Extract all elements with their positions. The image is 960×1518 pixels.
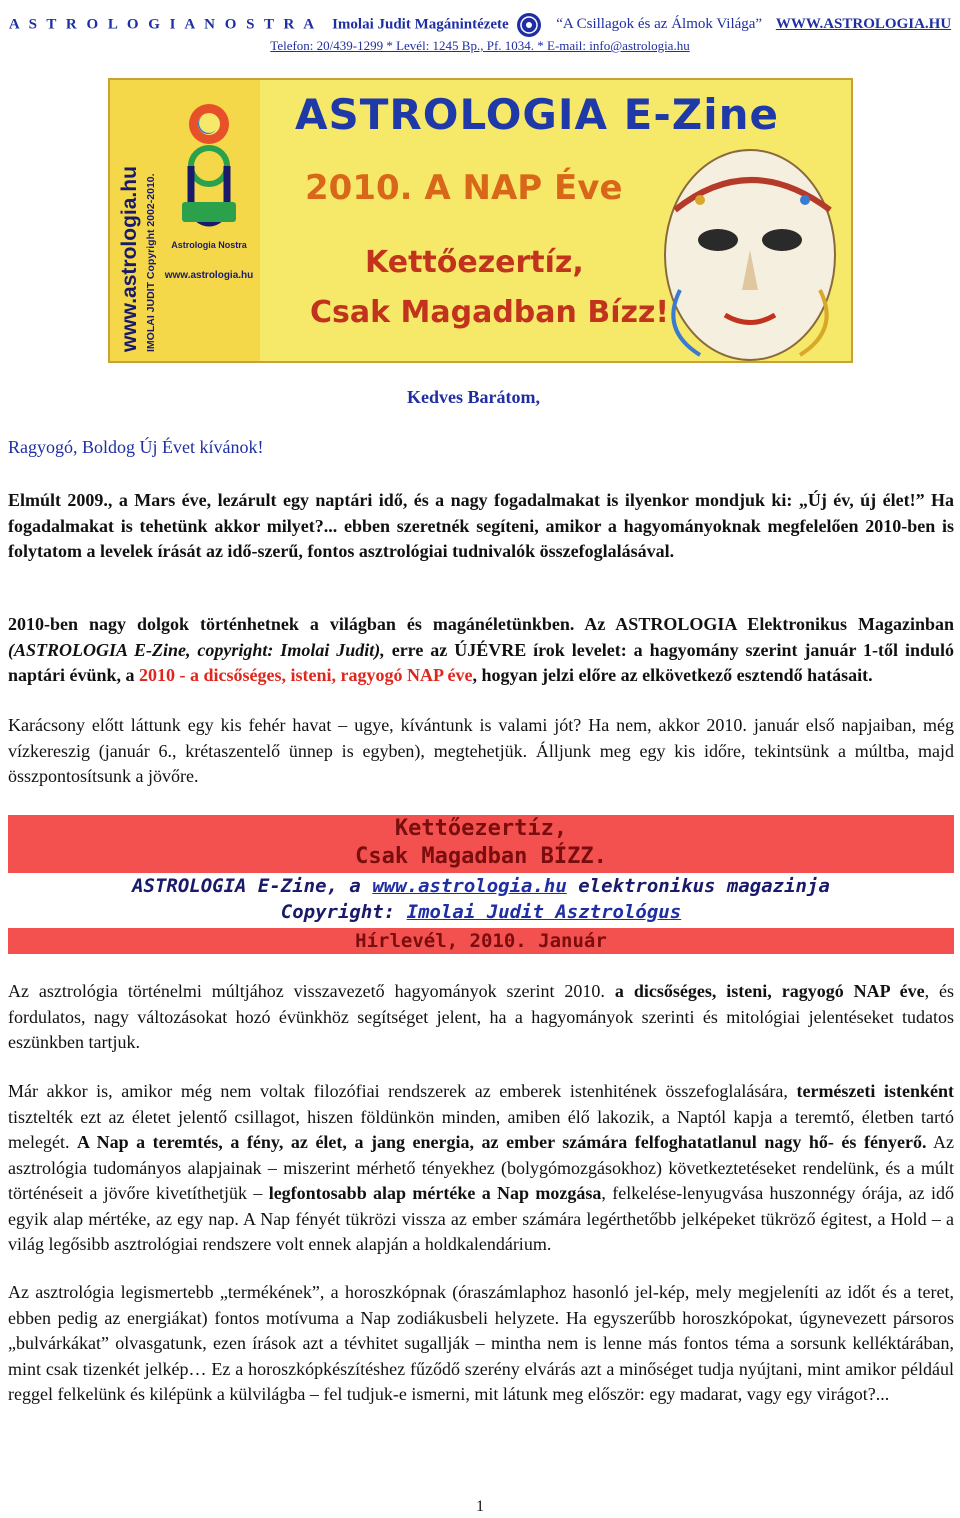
website-link[interactable]: WWW.ASTROLOGIA.HU: [775, 16, 952, 33]
letterhead: [0, 12, 960, 54]
tradition-paragraph: [8, 979, 954, 1056]
sun-year-highlight: 2010 - a dicsőséges, isteni, ragyogó NAP éve: [139, 665, 473, 685]
banner-subtitle: 2010. A NAP Éve: [305, 168, 623, 208]
magazine-paragraph: [8, 612, 954, 689]
sun-paragraph-part-3: tisztelték ezt az életet jelentő csillagot, hiszen földünkön minden, amiben élő lakozik, a Naptól kapja a teremtő, életben tartó melegét.: [8, 1106, 954, 1152]
sun-paragraph: [8, 1079, 954, 1258]
magazine-paragraph-part-3: erre az ÚJÉVRE írok levelet: a hagyomány szerint január 1-től induló naptári évünk, a: [8, 639, 954, 685]
author-link[interactable]: Imolai Judit Asztrológus: [406, 901, 682, 923]
natural-god-bold: természeti istenként: [796, 1081, 955, 1101]
astrologia-link[interactable]: www.astrologia.hu: [372, 875, 567, 897]
tradition-paragraph-part-3: , és fordulatos, nagy változásokat hozó évünkhöz segítséget jelent, ha a hagyományok szerinti és mitológiai jelentéseket tudatos eszünkben tartjuk.: [8, 981, 955, 1052]
astrologia-nostra-logo: [162, 94, 257, 244]
svg-text:IMOLAI JUDIT Copyright 2002-20: IMOLAI JUDIT Copyright 2002-2010.: [145, 173, 157, 352]
logo-url: www.astrologia.hu: [164, 270, 254, 281]
magazine-line-end: elektronikus magazinja: [566, 875, 830, 897]
banner-title: ASTROLOGIA E-Zine: [295, 90, 780, 139]
magazine-paragraph-part-1: 2010-ben nagy dolgok történhetnek a világban és magánéletünkben. Az ASTROLOGIA Elektronikus Magazinban: [8, 614, 954, 634]
copyright-line: [8, 901, 954, 923]
letterhead-title-line: [0, 12, 960, 38]
new-year-wish: Ragyogó, Boldog Új Évet kívánok!: [8, 437, 264, 457]
svg-text:www.astrologia.hu: www.astrologia.hu: [118, 166, 141, 352]
banner-line-2: Csak Magadban Bízz!: [310, 295, 670, 330]
magazine-paragraph-part-5: , hogyan jelzi előre az elkövetkező esztendő hatásait.: [472, 665, 873, 685]
banner-line-1: Kettőezertíz,: [365, 245, 584, 280]
organization-name: Imolai Judit Magánintézete: [332, 16, 509, 33]
band-title-line-1: Kettőezertíz,: [394, 816, 568, 841]
intro-paragraph: Elmúlt 2009., a Mars éve, lezárult egy naptári idő, és a nagy fogadalmakat is ilyenkor mondjuk ki: „Új év, új élet!” Ha fogadalmakat is tehetünk akkor milyet?... ebben szeretnék segíteni, amikor a hagyományoknak megfelelően 2010-ben is folytatom a levelek írását az idő-szerű, fontos asztrológiai tudnivalók összefoglalásával.: [8, 490, 954, 561]
ezine-banner: [108, 78, 853, 363]
logo-label: Astrologia Nostra: [171, 240, 247, 250]
venetian-mask-image: [640, 140, 853, 363]
magazine-line: [8, 875, 954, 897]
sun-paragraph-part-1: Már akkor is, amikor még nem voltak filozófiai rendszerek az emberek istenhitének összefoglalására,: [8, 1081, 788, 1101]
magazine-paragraph-part-2: (ASTROLOGIA E-Zine, copyright: Imolai Judit),: [8, 639, 385, 660]
copyright-label: Copyright:: [280, 901, 407, 923]
horoscope-paragraph: Az asztrológia legismertebb „termékének”, a horoszkópnak (óraszámlaphoz hasonló jel-kép, mely megjeleníti az időt és a teret, ebben pedig az energiákat) fontos motívuma a Nap zodiákusbeli helyzete. Ha egyszerűbb horoszkópokat, úgynevezett pársoros „bulvárkákat” olvasgatunk, ezen írások azt a tévhitet sugallják – mintha nem is lenne más fontos téma a sorsunk kelléktárában, mint csak tizenkét jelkép… Ez a horoszkópkészítéshez fűződő szerény elvárás azt a minőséget tudja nyújtani, mint amikor például reggel felkelünk és kilépünk a külvilágba – fel tudjuk-e ismerni, mit látunk meg először: egy madarat, vagy egy virágot?...: [8, 1282, 954, 1404]
magazine-line-start: ASTROLOGIA E-Zine, a: [132, 875, 373, 897]
sun-definition-bold: A Nap a teremtés, a fény, az élet, a jang energia, az ember számára felfoghatatlanul nagy hő- és fényerő.: [77, 1132, 927, 1152]
seal-icon: [516, 12, 542, 38]
band-title-line-2: Csak Magadban BÍZZ.: [355, 844, 607, 869]
banner-vertical-text: [114, 90, 160, 355]
page-number: 1: [476, 1498, 484, 1515]
salutation: Kedves Barátom,: [407, 387, 540, 407]
sun-paragraph-part-5: Az asztrológia tudományos alapjainak – miszerint mérhető tényekhez (bolygómozgásokhoz) következtetéseket rendelünk, és a múlt történéseit a jövőre kivetíthetjük –: [8, 1132, 955, 1203]
christmas-paragraph: Karácsony előtt láttunk egy kis fehér havat – ugye, kívántunk is valami jót? Ha nem, akkor 2010. január első napjaiban, még vízkereszig (január 6., krétaszentelő ünnep is egyben), megtehetjük. Álljunk meg egy kis időre, tekintsünk a múltba, majd összpontosítsunk a jövőre.: [8, 715, 954, 786]
tradition-paragraph-part-1: Az asztrológia történelmi múltjához visszavezető hagyományok szerint 2010.: [8, 981, 605, 1001]
motto: “A Csillagok és az Álmok Világa”: [556, 16, 763, 33]
newsletter-date: Hírlevél, 2010. Január: [8, 928, 954, 954]
sun-year-bold: a dicsőséges, isteni, ragyogó NAP éve: [614, 981, 925, 1001]
sun-movement-bold: legfontosabb alap mértéke a Nap mozgása: [268, 1183, 602, 1203]
brand-name: A S T R O L O G I A N O S T R A: [8, 16, 318, 33]
band-title: [8, 815, 954, 873]
contact-line: Telefon: 20/439-1299 * Levél: 1245 Bp., Pf. 1034. * E-mail: info@astrologia.hu: [270, 38, 690, 53]
sun-paragraph-part-7: , felkelése-lenyugvása huszonnégy órája, az idő egyik alap mértéke, az egy nap. A Nap fényét tükrözi vissza az ember számára legérthetőbb jelképeket tükröző égitest, a Hold – a világ legősibb asztrológiai rendszere volt ennek alapján a holdkalendárium.: [8, 1183, 955, 1254]
